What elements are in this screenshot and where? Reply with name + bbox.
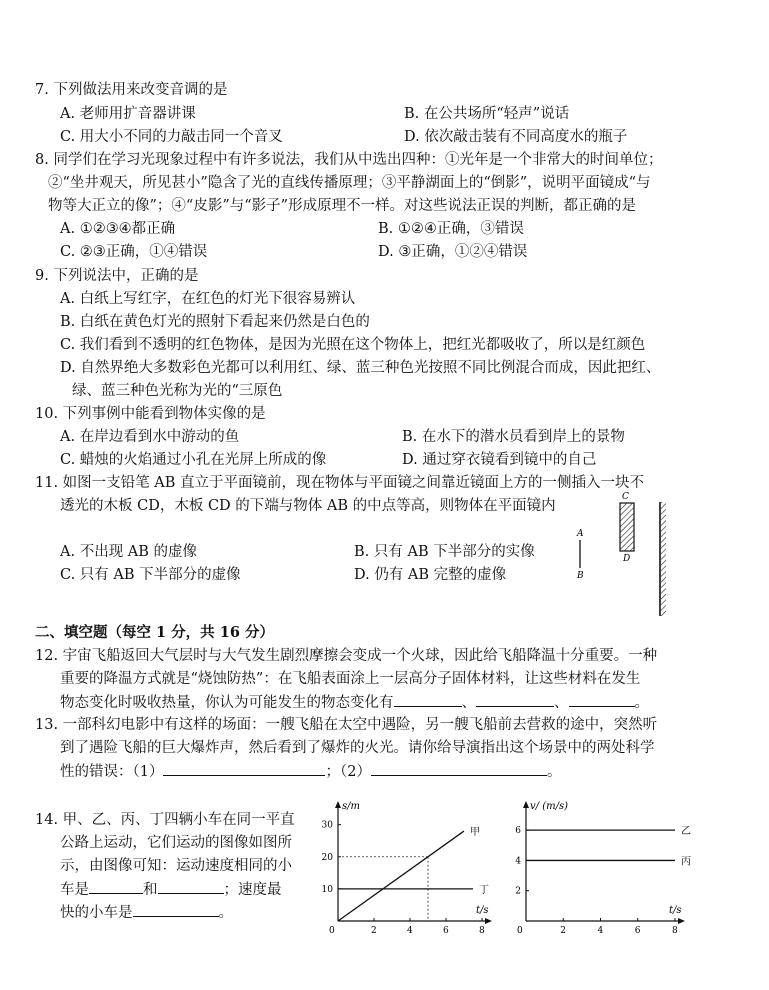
- section-title: 二、填空题（每空 1 分，共 16 分）: [35, 624, 274, 641]
- origin-label: 0: [517, 926, 523, 935]
- series-label-1: 丙: [681, 856, 691, 868]
- q12-line-1: 12. 宇宙飞船返回大气层时与大气发生剧烈摩擦会变成一个火球，因此给飞船降温十分重要。一种: [35, 648, 658, 664]
- q9-option-a: A. 白纸上写红字，在红色的灯光下很容易辨认: [60, 291, 356, 307]
- label-d: D: [623, 554, 631, 564]
- q12-blank-1[interactable]: [394, 692, 462, 707]
- q10-option-d: D. 通过穿衣镜看到镜中的自己: [402, 452, 597, 468]
- x-axis-arrow: [678, 918, 685, 924]
- label-a: A: [577, 529, 584, 539]
- q14-blank-2[interactable]: [158, 879, 224, 894]
- board-cd: [620, 503, 634, 551]
- q10-option-a: A. 在岸边看到水中游动的鱼: [60, 429, 240, 445]
- q13-line-1: 13. 一部科幻电影中有这样的场面：一艘飞船在太空中遇险，另一艘飞船前去营救的途中，突然听: [35, 717, 658, 733]
- chart-v-t: [512, 795, 702, 935]
- y-axis-label: v/ (m/s): [530, 801, 568, 812]
- q7-option-b: B. 在公共场所“轻声”说话: [404, 106, 570, 122]
- chart-s-t: [322, 795, 500, 935]
- q12-line-2: 重要的降温方式就是“烧蚀防热”：在飞船表面涂上一层高分子固体材料，让这些材料在发生: [60, 671, 641, 687]
- q7-option-a: A. 老师用扩音器讲课: [60, 106, 196, 122]
- x-tick-label: 4: [597, 926, 604, 935]
- y-tick-label: 30: [322, 820, 333, 831]
- q13-line-3-text-a: 性的错误：（1）: [60, 764, 164, 780]
- q12-end: 。: [634, 695, 649, 711]
- y-axis-arrow: [335, 801, 341, 808]
- q9-option-b: B. 白纸在黄色灯光的照射下看起来仍然是白色的: [60, 314, 370, 330]
- q9-option-c: C. 我们看到不透明的红色物体，是因为光照在这个物体上，把红光都吸收了，所以是红颜色: [60, 337, 646, 353]
- series-label-1: 丁: [479, 884, 489, 896]
- y-axis-arrow: [523, 801, 529, 808]
- q11-option-d: D. 仍有 AB 完整的虚像: [354, 567, 507, 583]
- q14-line-4-text-b: 和: [143, 882, 158, 898]
- q9-option-d-line-1: D. 自然界绝大多数彩色光都可以利用红、绿、蓝三种色光按照不同比例混合而成，因此把红、: [60, 360, 661, 376]
- q10-option-c: C. 蜡烛的火焰通过小孔在光屏上所成的像: [60, 452, 327, 468]
- q9-option-d-line-2: 绿、蓝三种色光称为光的“三原色: [72, 383, 283, 399]
- x-axis-label: t/s: [476, 905, 489, 916]
- q13-end: 。: [546, 764, 562, 780]
- label-b: B: [577, 571, 584, 581]
- q8-line-3: 物等大正立的像”；④“皮影”与“影子”形成原理不一样。对这些说法正误的判断，都正确的是: [48, 198, 637, 214]
- q12-line-3-text: 物态变化时吸收热量，你认为可能发生的物态变化有: [60, 695, 394, 711]
- y-tick-label: 10: [322, 884, 333, 895]
- y-axis-label: s/m: [342, 801, 360, 812]
- mirror-hatching: [661, 502, 666, 616]
- q14-blank-1[interactable]: [89, 879, 143, 894]
- x-tick-label: 6: [634, 926, 641, 935]
- q12-blank-3[interactable]: [569, 692, 635, 707]
- q14-line-1: 14. 甲、乙、丙、丁四辆小车在同一平直: [35, 812, 295, 828]
- q7-option-c: C. 用大小不同的力敲击同一个音叉: [60, 129, 283, 145]
- q11-option-a: A. 不出现 AB 的虚像: [60, 544, 198, 560]
- q8-option-c: C. ②③正确，①④错误: [60, 244, 208, 260]
- q12-blank-2[interactable]: [476, 692, 554, 707]
- origin-label: 0: [329, 926, 335, 935]
- series-label-0: 乙: [681, 826, 691, 838]
- q14-line-5-text-a: 快的小车是: [60, 905, 133, 921]
- q8-option-a: A. ①②③④都正确: [60, 221, 176, 237]
- q9-stem: 9. 下列说法中，正确的是: [35, 268, 199, 284]
- q8-line-1: 8. 同学们在学习光现象过程中有许多说法，我们从中选出四种：①光年是一个非常大的时间单位；: [35, 152, 663, 168]
- q14-line-4: [60, 879, 282, 900]
- q11-line-1: 11. 如图一支铅笔 AB 直立于平面镜前，现在物体与平面镜之间靠近镜面上方的一侧插入一块不: [35, 475, 645, 491]
- q14-line-4-text-c: ；速度最: [223, 882, 282, 898]
- q8-line-2: ②“坐井观天，所见甚小”隐含了光的直线传播原理；③平静湖面上的“倒影”，说明平面镜成“与: [48, 175, 651, 191]
- q11-option-c: C. 只有 AB 下半部分的虚像: [60, 567, 241, 583]
- x-axis-arrow: [485, 918, 492, 924]
- y-tick-label: 4: [515, 856, 521, 867]
- x-tick-label: 4: [407, 926, 413, 935]
- q8-option-d: D. ③正确，①②④错误: [378, 244, 528, 260]
- x-tick-label: 2: [560, 926, 566, 935]
- q13-line-2: 到了遇险飞船的巨大爆炸声，然后看到了爆炸的火光。请你给导演指出这个场景中的两处科学: [60, 740, 655, 756]
- q13-blank-1[interactable]: [163, 761, 325, 776]
- q12-line-3: [60, 692, 649, 713]
- x-axis-label: t/s: [669, 905, 682, 916]
- series-line-0: [338, 831, 464, 921]
- label-c: C: [622, 492, 629, 502]
- q8-option-b: B. ①②④正确，③错误: [378, 221, 524, 237]
- q12-sep-2: 、: [554, 695, 569, 711]
- q10-option-b: B. 在水下的潜水员看到岸上的景物: [402, 429, 625, 445]
- y-tick-label: 2: [515, 886, 521, 897]
- q12-sep-1: 、: [461, 695, 476, 711]
- y-tick-label: 20: [322, 852, 333, 863]
- q7-stem: 7. 下列做法用来改变音调的是: [35, 82, 228, 98]
- q14-blank-3[interactable]: [133, 902, 219, 917]
- q10-stem: 10. 下列事例中能看到物体实像的是: [35, 406, 266, 422]
- y-tick-label: 6: [515, 826, 521, 837]
- q11-line-2: 透光的木板 CD，木板 CD 的下端与物体 AB 的中点等高，则物体在平面镜内: [60, 498, 556, 514]
- x-tick-label: 6: [443, 926, 449, 935]
- q13-blank-2[interactable]: [371, 761, 547, 776]
- mirror-diagram: [568, 488, 678, 623]
- q13-line-3-text-b: ；（2）: [325, 764, 371, 780]
- q13-line-3: [60, 761, 561, 782]
- q14-line-4-text-a: 车是: [60, 882, 89, 898]
- x-tick-label: 8: [672, 926, 678, 935]
- x-tick-label: 2: [371, 926, 377, 935]
- q11-option-b: B. 只有 AB 下半部分的实像: [354, 544, 535, 560]
- q14-line-2: 公路上运动，它们运动的图像如图所: [60, 835, 292, 851]
- series-label-0: 甲: [470, 827, 480, 839]
- q14-line-5-text-b: 。: [218, 905, 233, 921]
- q14-line-3: 示，由图像可知：运动速度相同的小: [60, 858, 292, 874]
- q7-option-d: D. 依次敲击装有不同高度水的瓶子: [404, 129, 628, 145]
- x-tick-label: 8: [479, 926, 485, 935]
- q14-line-5: [60, 902, 233, 923]
